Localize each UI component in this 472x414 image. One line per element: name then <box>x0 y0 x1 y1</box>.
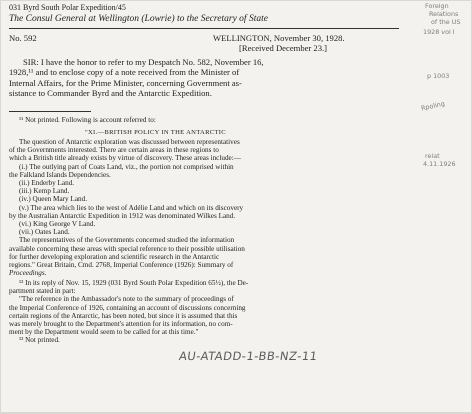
footnote-line: (iv.) Queen Mary Land. <box>19 195 87 204</box>
footnote-body <box>9 138 245 277</box>
footnote-line: certain regions of the Antarctic, has been noted, but since it is assumed that this <box>9 311 238 320</box>
margin-note: of the US <box>431 18 461 26</box>
footnote-not-printed: ¹¹ Not printed. Following is account referred to: <box>19 116 156 124</box>
dateline: WELLINGTON, November 30, 1928. <box>213 33 345 43</box>
footnote-line: which a British title already exists by virtue of discovery. These areas include:— <box>9 154 241 163</box>
footnote-line: the Falkland Islands Dependencies. <box>9 170 111 179</box>
footnote-line: (ii.) Enderby Land. <box>19 179 75 188</box>
letter-line: sistance to Commander Byrd and the Antarctic Expedition. <box>9 87 212 98</box>
title-underline <box>9 28 399 29</box>
margin-note: relat <box>425 152 440 160</box>
footnote-line: (vii.) Oates Land. <box>19 228 70 237</box>
section-heading: "XI.—BRITISH POLICY IN THE ANTARCTIC <box>85 129 226 136</box>
margin-note: 4.11.1926 <box>423 160 456 168</box>
letter-line: 1928,¹¹ and to enclose copy of a note received from the Minister of <box>9 67 240 78</box>
footnote-line: The representatives of the Governments concerned studied the information <box>19 236 235 245</box>
footnote-line: (v.) The area which lies to the west of Adélie Land and which on its discovery <box>19 203 244 212</box>
margin-note: p 1003 <box>427 72 450 80</box>
footnote-line: for further developing exploration and scientific research in the Antarctic <box>9 252 220 261</box>
footnote-line: by the Australian Antarctic Expedition in 1912 was denominated Wilkes Land. <box>9 211 236 220</box>
archive-stamp-code: AU-ATADD-1-BB-NZ-11 <box>178 349 319 363</box>
margin-note: Relations <box>429 10 459 18</box>
footnote-line: available concerning these areas with special reference to their possible utilisation <box>9 244 245 253</box>
footnote-line: The question of Antarctic exploration was discussed between representatives <box>19 138 240 146</box>
footnote-line: Proceedings. <box>9 269 47 278</box>
footnote-line: (iii.) Kemp Land. <box>19 187 70 196</box>
despatch-number: No. 592 <box>9 33 37 43</box>
reply-footnote <box>9 279 248 345</box>
margin-note: 1928 vol I <box>423 28 455 36</box>
footnote-line: regions." Great Britain, Cmd. 2768, Imperial Conference (1926): Summary of <box>9 261 234 270</box>
file-reference: 031 Byrd South Polar Expedition/45 <box>9 3 126 12</box>
margin-note: Foreign <box>425 2 449 10</box>
footnote-line: "The reference in the Ambassador's note to the summary of proceedings of <box>19 295 234 304</box>
footnote-separator <box>9 111 91 112</box>
footnote-line: the Imperial Conference of 1926, containing an account of discussions concerning <box>9 303 246 312</box>
letter-paragraph <box>9 57 264 98</box>
document-page <box>1 1 471 412</box>
footnote-line: (vi.) King George V Land. <box>19 220 96 229</box>
margin-note: Rpoling <box>420 99 446 113</box>
footnote-line: ¹² In its reply of Nov. 15, 1929 (031 Byrd South Polar Expedition 65½), the De- <box>19 279 249 287</box>
footnote-line: (i.) The outlying part of Coats Land, viz., the portion not comprised within <box>19 162 234 171</box>
letter-line: Internal Affairs, for the Prime Minister, concerning Government as- <box>9 77 242 88</box>
document-title: The Consul General at Wellington (Lowrie) to the Secretary of State <box>9 14 268 24</box>
footnote-line: of the Governments interested. There are certain areas in these regions to <box>9 146 219 155</box>
received-date: [Received December 23.] <box>239 43 328 53</box>
letter-line: SIR: I have the honor to refer to my Despatch No. 582, November 16, <box>23 57 264 67</box>
footnote-line: ment by the Department would seem to be called for at this time." <box>9 328 199 337</box>
footnote-line: ¹³ Not printed. <box>19 336 60 345</box>
footnote-line: was merely brought to the Department's attention for its information, no com- <box>9 320 233 329</box>
footnote-line: partment stated in part: <box>9 287 76 296</box>
